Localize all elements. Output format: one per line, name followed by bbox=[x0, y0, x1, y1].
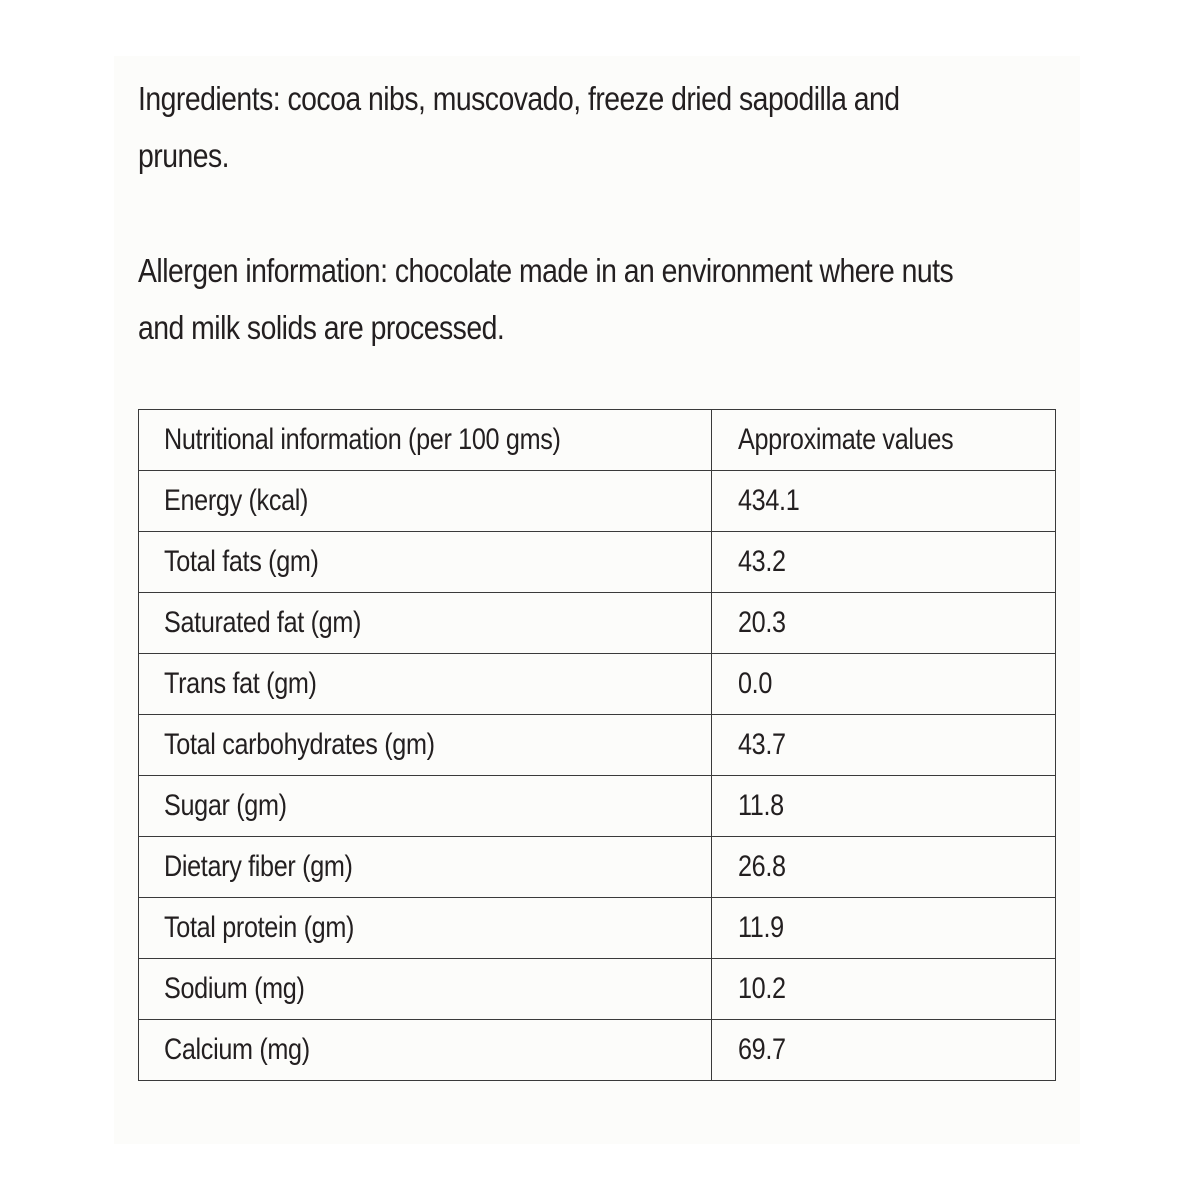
nutrient-value: 0.0 bbox=[738, 667, 773, 700]
nutrient-label-cell bbox=[139, 776, 712, 837]
ingredients-line-1: Ingredients: cocoa nibs, muscovado, freeze dried sapodilla and bbox=[138, 80, 900, 117]
nutrient-label-cell bbox=[139, 837, 712, 898]
nutrient-value-cell bbox=[712, 532, 1056, 593]
nutrient-value: 11.9 bbox=[738, 911, 785, 944]
nutrient-label: Total protein (gm) bbox=[164, 911, 355, 944]
allergen-line-1: Allergen information: chocolate made in an environment where nuts bbox=[138, 252, 954, 289]
nutrient-value-cell bbox=[712, 959, 1056, 1020]
ingredients-line-2: prunes. bbox=[138, 137, 230, 174]
table-row bbox=[139, 898, 1056, 959]
nutrient-value-cell bbox=[712, 654, 1056, 715]
nutrient-label-cell bbox=[139, 532, 712, 593]
header-label-cell bbox=[139, 410, 712, 471]
nutrient-value: 43.2 bbox=[738, 545, 787, 578]
nutrient-label-cell bbox=[139, 715, 712, 776]
table-header-row bbox=[139, 410, 1056, 471]
nutrient-label: Trans fat (gm) bbox=[164, 667, 317, 700]
nutrient-label-cell bbox=[139, 1020, 712, 1081]
allergen-line-2: and milk solids are processed. bbox=[138, 309, 505, 346]
table-row bbox=[139, 654, 1056, 715]
header-label: Nutritional information (per 100 gms) bbox=[164, 423, 561, 456]
nutrient-value-cell bbox=[712, 1020, 1056, 1081]
nutrient-label: Energy (kcal) bbox=[164, 484, 309, 517]
table-row bbox=[139, 471, 1056, 532]
nutrient-label: Sugar (gm) bbox=[164, 789, 287, 822]
nutrient-label: Total fats (gm) bbox=[164, 545, 319, 578]
table-row bbox=[139, 1020, 1056, 1081]
nutrient-value-cell bbox=[712, 471, 1056, 532]
nutrient-label-cell bbox=[139, 471, 712, 532]
table-row bbox=[139, 715, 1056, 776]
nutrient-label: Total carbohydrates (gm) bbox=[164, 728, 435, 761]
table-row bbox=[139, 776, 1056, 837]
nutrient-value-cell bbox=[712, 593, 1056, 654]
nutrient-value: 434.1 bbox=[738, 484, 800, 517]
nutrient-label: Saturated fat (gm) bbox=[164, 606, 362, 639]
table-row bbox=[139, 532, 1056, 593]
table-row bbox=[139, 593, 1056, 654]
nutrient-value-cell bbox=[712, 837, 1056, 898]
nutrient-label-cell bbox=[139, 654, 712, 715]
nutrient-value: 10.2 bbox=[738, 972, 787, 1005]
nutrient-value: 43.7 bbox=[738, 728, 787, 761]
product-info-card bbox=[114, 56, 1080, 1144]
nutrient-label-cell bbox=[139, 593, 712, 654]
nutrient-value-cell bbox=[712, 898, 1056, 959]
nutrient-label-cell bbox=[139, 898, 712, 959]
header-value: Approximate values bbox=[738, 423, 954, 456]
nutrient-value: 11.8 bbox=[738, 789, 785, 822]
nutrition-table bbox=[138, 409, 1056, 1081]
header-value-cell bbox=[712, 410, 1056, 471]
nutrient-label: Calcium (mg) bbox=[164, 1033, 310, 1066]
nutrient-value: 20.3 bbox=[738, 606, 787, 639]
table-row bbox=[139, 837, 1056, 898]
nutrient-label: Sodium (mg) bbox=[164, 972, 305, 1005]
nutrient-label-cell bbox=[139, 959, 712, 1020]
nutrient-value: 26.8 bbox=[738, 850, 787, 883]
nutrient-value: 69.7 bbox=[738, 1033, 787, 1066]
ingredients-text bbox=[138, 70, 1058, 184]
allergen-text bbox=[138, 242, 1058, 356]
nutrient-label: Dietary fiber (gm) bbox=[164, 850, 353, 883]
table-row bbox=[139, 959, 1056, 1020]
nutrient-value-cell bbox=[712, 776, 1056, 837]
nutrient-value-cell bbox=[712, 715, 1056, 776]
